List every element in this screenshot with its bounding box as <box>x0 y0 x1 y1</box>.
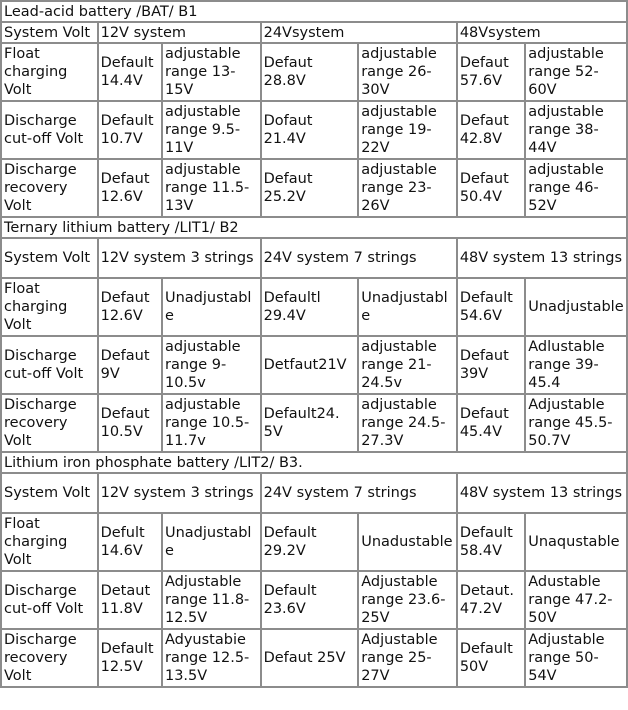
table-cell: Detaut 11.8V <box>99 572 161 628</box>
table-cell: Unadjustable <box>163 279 260 335</box>
table-cell: Defaut 57.6V <box>458 44 524 100</box>
section-title: Lead-acid battery /BAT/ B1 <box>2 2 626 21</box>
table-cell: Adyustabie range 12.5-13.5V <box>163 630 260 686</box>
table-cell: Defaut 25.2V <box>262 160 358 216</box>
row-label: Discharge cut-off Volt <box>2 337 97 393</box>
table-cell: Adjustable range 50-54V <box>526 630 626 686</box>
section-header-row <box>2 453 626 472</box>
table-cell: Defaut 42.8V <box>458 102 524 158</box>
table-cell: Default 50V <box>458 630 524 686</box>
table-cell: Default 54.6V <box>458 279 524 335</box>
table-cell: Defaut 12.6V <box>99 160 161 216</box>
row-label: Discharge recovery Volt <box>2 160 97 216</box>
table-row <box>2 337 626 393</box>
table-cell: adjustable range 24.5-27.3V <box>359 395 456 451</box>
system-24v-header: 24V system 7 strings <box>262 239 456 277</box>
table-cell: Adjustable range 11.8-12.5V <box>163 572 260 628</box>
table-cell: adjustable range 19-22V <box>359 102 456 158</box>
table-row <box>2 160 626 216</box>
row-label: Discharge recovery Volt <box>2 630 97 686</box>
table-cell: Unadjustable <box>163 514 260 570</box>
table-cell: adjustable range 11.5-13V <box>163 160 260 216</box>
table-cell: Default 58.4V <box>458 514 524 570</box>
row-label: Float charging Volt <box>2 279 97 335</box>
table-cell: adjustable range 21-24.5v <box>359 337 456 393</box>
table-cell: Defaut 45.4V <box>458 395 524 451</box>
row-label: Float charging Volt <box>2 44 97 100</box>
table-cell: Unadjustable <box>526 279 626 335</box>
table-cell: Default 12.5V <box>99 630 161 686</box>
table-cell: Defaut 10.5V <box>99 395 161 451</box>
section-title: Lithium iron phosphate battery /LIT2/ B3. <box>2 453 626 472</box>
table-cell: Default 14.4V <box>99 44 161 100</box>
table-cell: Defaut 25V <box>262 630 358 686</box>
system-24v-header: 24V system 7 strings <box>262 474 456 512</box>
table-cell: Default24. 5V <box>262 395 358 451</box>
table-row <box>2 630 626 686</box>
system-48v-header: 48V system 13 strings <box>458 474 626 512</box>
table-row <box>2 102 626 158</box>
table-row <box>2 395 626 451</box>
table-cell: Defaut 12.6V <box>99 279 161 335</box>
system-48v-header: 48V system 13 strings <box>458 239 626 277</box>
table-cell: Defaut 28.8V <box>262 44 358 100</box>
system-volt-row <box>2 23 626 42</box>
table-cell: adjustable range 9.5-11V <box>163 102 260 158</box>
table-cell: Adjustable range 23.6-25V <box>359 572 456 628</box>
table-cell: Adjustable range 45.5-50.7V <box>526 395 626 451</box>
system-24v-header: 24Vsystem <box>262 23 456 42</box>
system-12v-header: 12V system <box>99 23 260 42</box>
table-cell: Defult 14.6V <box>99 514 161 570</box>
table-cell: Default 10.7V <box>99 102 161 158</box>
table-cell: adjustable range 10.5-11.7v <box>163 395 260 451</box>
system-12v-header: 12V system 3 strings <box>99 474 260 512</box>
row-label: Discharge cut-off Volt <box>2 102 97 158</box>
system-volt-row <box>2 239 626 277</box>
row-label: System Volt <box>2 239 97 277</box>
table-cell: adjustable range 46-52V <box>526 160 626 216</box>
row-label: System Volt <box>2 23 97 42</box>
table-cell: Defaut 39V <box>458 337 524 393</box>
row-label: Float charging Volt <box>2 514 97 570</box>
table-row <box>2 279 626 335</box>
table-cell: Unadustable <box>359 514 456 570</box>
table-cell: Unaqustable <box>526 514 626 570</box>
system-volt-row <box>2 474 626 512</box>
table-cell: Adjustable range 25-27V <box>359 630 456 686</box>
table-cell: Defaut 9V <box>99 337 161 393</box>
table-cell: Adlustable range 39-45.4 <box>526 337 626 393</box>
section-header-row <box>2 2 626 21</box>
table-cell: adjustable range 26-30V <box>359 44 456 100</box>
table-cell: adjustable range 13-15V <box>163 44 260 100</box>
table-cell: Detaut. 47.2V <box>458 572 524 628</box>
system-12v-header: 12V system 3 strings <box>99 239 260 277</box>
table-cell: Defaut 50.4V <box>458 160 524 216</box>
row-label: Discharge recovery Volt <box>2 395 97 451</box>
section-header-row <box>2 218 626 237</box>
table-cell: Defaultl 29.4V <box>262 279 358 335</box>
table-cell: Dofaut 21.4V <box>262 102 358 158</box>
table-cell: adjustable range 38-44V <box>526 102 626 158</box>
table-cell: Default 29.2V <box>262 514 358 570</box>
table-cell: Unadjustable <box>359 279 456 335</box>
row-label: System Volt <box>2 474 97 512</box>
table-cell: Default 23.6V <box>262 572 358 628</box>
row-label: Discharge cut-off Volt <box>2 572 97 628</box>
system-48v-header: 48Vsystem <box>458 23 626 42</box>
table-cell: Adustable range 47.2-50V <box>526 572 626 628</box>
table-cell: adjustable range 9-10.5v <box>163 337 260 393</box>
table-cell: adjustable range 52-60V <box>526 44 626 100</box>
table-row <box>2 514 626 570</box>
table-row <box>2 572 626 628</box>
table-row <box>2 44 626 100</box>
section-title: Ternary lithium battery /LIT1/ B2 <box>2 218 626 237</box>
table-cell: adjustable range 23-26V <box>359 160 456 216</box>
table-cell: Detfaut21V <box>262 337 358 393</box>
